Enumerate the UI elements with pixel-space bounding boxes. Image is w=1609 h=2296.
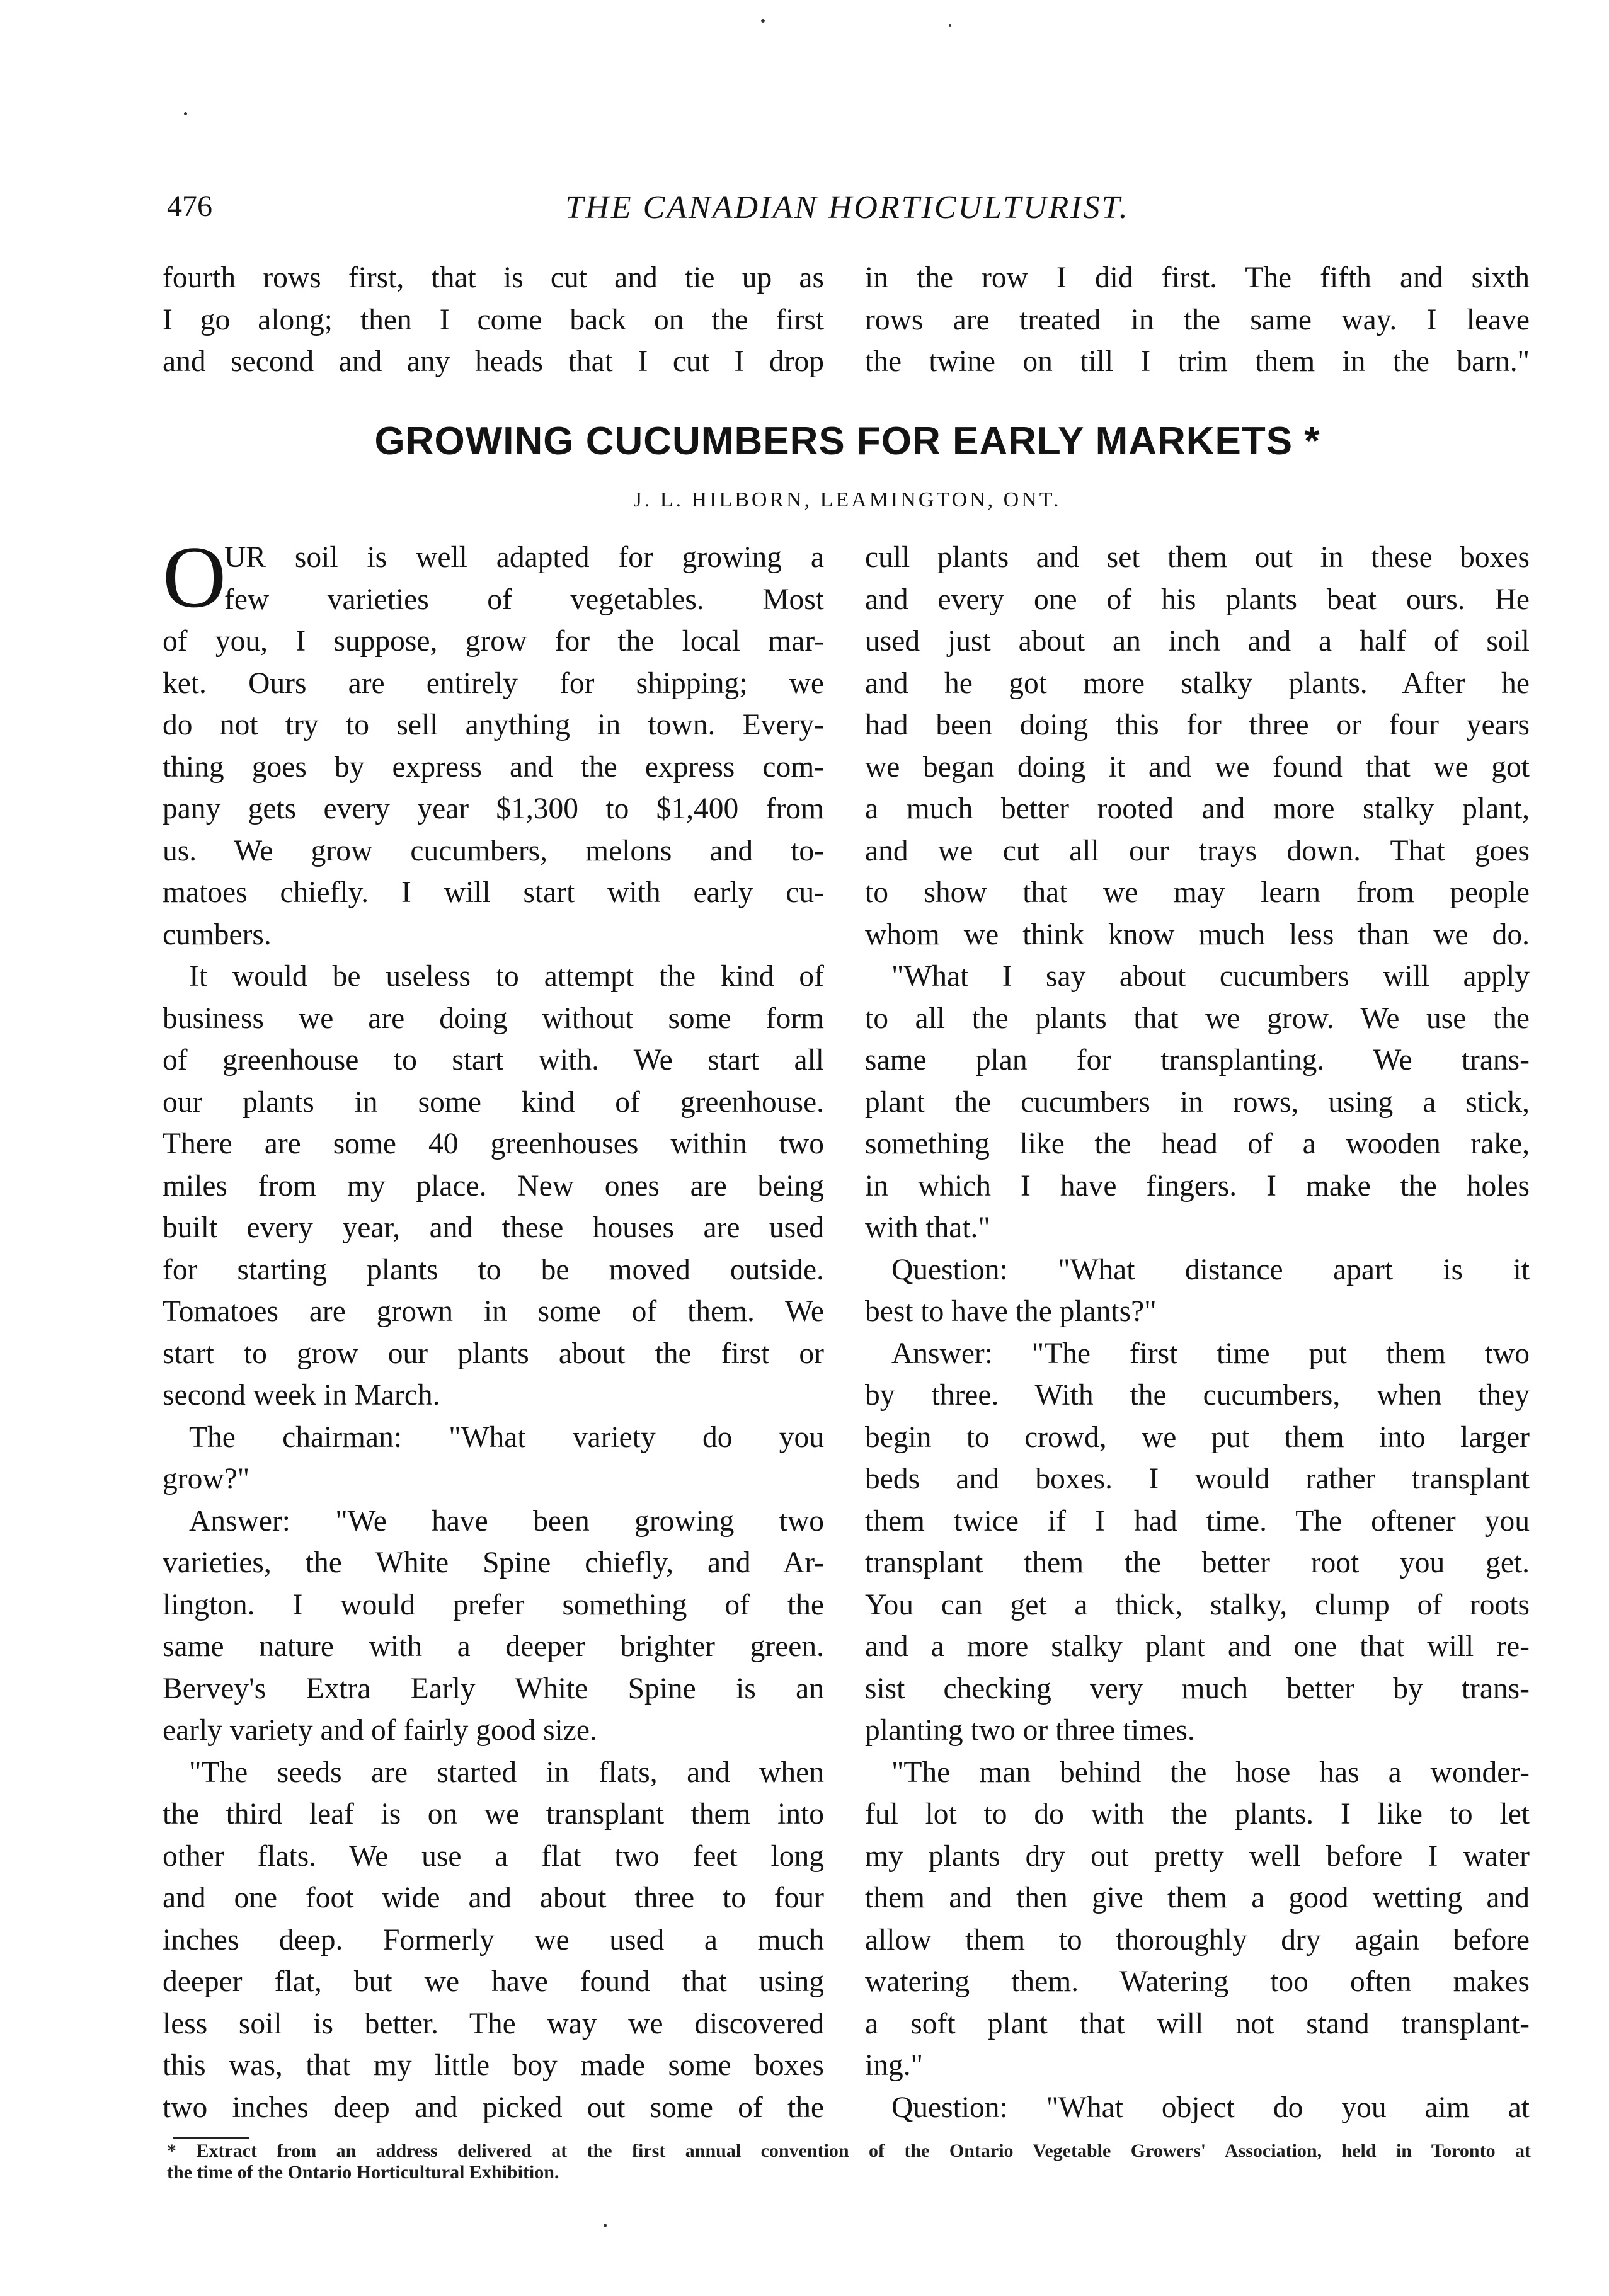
text-line: of you, I suppose, grow for the local mar-: [163, 625, 824, 658]
text-line: I go along; then I come back on the first: [163, 303, 824, 336]
drop-cap: O: [163, 528, 227, 626]
text-line: Answer: "We have been growing two: [189, 1504, 824, 1538]
text-line: the twine on till I trim them in the barn.": [865, 345, 1530, 378]
text-line: The chairman: "What variety do you: [189, 1420, 824, 1454]
text-line: inches deep. Formerly we used a much: [163, 1923, 824, 1956]
text-line: same plan for transplanting. We trans-: [865, 1044, 1530, 1077]
page-number: 476: [167, 190, 212, 223]
text-line: It would be useless to attempt the kind of: [189, 960, 824, 993]
text-line: and one foot wide and about three to four: [163, 1882, 824, 1914]
text-line: had been doing this for three or four years: [865, 709, 1530, 741]
text-line: pany gets every year $1,300 to $1,400 from: [163, 792, 824, 825]
text-line: There are some 40 greenhouses within two: [163, 1128, 824, 1160]
text-line: ing.": [865, 2049, 923, 2082]
continuation-left-column: [163, 257, 824, 383]
text-line: of greenhouse to start with. We start all: [163, 1044, 824, 1077]
text-line: "What I say about cucumbers will apply: [891, 960, 1530, 993]
text-line: cumbers.: [163, 918, 272, 951]
footnote-line: * Extract from an address delivered at the first annual convention of the Ontario Vegetable Growers' Association, held in Toronto at: [167, 2140, 1531, 2161]
text-line: Tomatoes are grown in some of them. We: [163, 1295, 824, 1328]
text-line: allow them to thoroughly dry again before: [865, 1923, 1530, 1956]
article-right-column: [865, 537, 1530, 2128]
print-speck: [184, 112, 187, 115]
print-speck: [604, 2224, 607, 2227]
text-line: whom we think know much less than we do.: [865, 918, 1530, 951]
text-line: in which I have fingers. I make the holes: [865, 1169, 1530, 1202]
text-line: used just about an inch and a half of soil: [865, 625, 1530, 658]
text-line: something like the head of a wooden rake,: [865, 1128, 1530, 1160]
text-line: second week in March.: [163, 1379, 440, 1412]
print-speck: [949, 24, 951, 27]
footnote-line: the time of the Ontario Horticultural Exhibition.: [167, 2162, 559, 2183]
text-line: for starting plants to be moved outside.: [163, 1253, 824, 1286]
text-line: the third leaf is on we transplant them into: [163, 1798, 824, 1831]
text-line: transplant them the better root you get.: [865, 1546, 1530, 1579]
text-line: to show that we may learn from people: [865, 876, 1530, 909]
text-line: same nature with a deeper brighter green.: [163, 1630, 824, 1663]
text-line: sist checking very much better by trans-: [865, 1672, 1530, 1705]
running-title: THE CANADIAN HORTICULTURIST.: [565, 190, 1130, 226]
text-line: with that.": [865, 1211, 990, 1244]
text-line: watering them. Watering too often makes: [865, 1965, 1530, 1998]
text-line: them and then give them a good wetting and: [865, 1882, 1530, 1914]
text-line: we began doing it and we found that we got: [865, 750, 1530, 784]
text-line: early variety and of fairly good size.: [163, 1714, 597, 1747]
text-line: deeper flat, but we have found that using: [163, 1965, 824, 1998]
text-line: You can get a thick, stalky, clump of roots: [865, 1588, 1530, 1621]
text-line: this was, that my little boy made some boxes: [163, 2049, 824, 2082]
text-line: Question: "What object do you aim at: [891, 2091, 1530, 2124]
text-line: and a more stalky plant and one that will re-: [865, 1630, 1530, 1663]
text-line: Bervey's Extra Early White Spine is an: [163, 1672, 824, 1705]
text-line: and second and any heads that I cut I drop: [163, 345, 824, 378]
footnote-rule: [173, 2137, 249, 2139]
text-line: Question: "What distance apart is it: [891, 1253, 1530, 1286]
text-line: built every year, and these houses are used: [163, 1211, 824, 1244]
article-title: GROWING CUCUMBERS FOR EARLY MARKETS *: [374, 420, 1320, 463]
text-line: cull plants and set them out in these boxes: [865, 541, 1530, 574]
text-line: two inches deep and picked out some of the: [163, 2091, 824, 2124]
text-line: do not try to sell anything in town. Every-: [163, 709, 824, 741]
text-line: rows are treated in the same way. I leave: [865, 303, 1530, 336]
text-line: business we are doing without some form: [163, 1002, 824, 1035]
text-line: ket. Ours are entirely for shipping; we: [163, 666, 824, 700]
text-line: fourth rows first, that is cut and tie up as: [163, 261, 824, 294]
page-header: [167, 189, 1528, 233]
text-line: and every one of his plants beat ours. He: [865, 583, 1530, 616]
text-line: lington. I would prefer something of the: [163, 1588, 824, 1621]
text-line: miles from my place. New ones are being: [163, 1169, 824, 1202]
text-line: them twice if I had time. The oftener you: [865, 1504, 1530, 1538]
text-line: plant the cucumbers in rows, using a stick,: [865, 1085, 1530, 1119]
text-line: and he got more stalky plants. After he: [865, 666, 1530, 700]
print-speck: [761, 19, 765, 23]
text-line: my plants dry out pretty well before I water: [865, 1839, 1530, 1873]
text-line: beds and boxes. I would rather transplant: [865, 1463, 1530, 1495]
text-line: in the row I did first. The fifth and sixth: [865, 261, 1530, 294]
text-line: our plants in some kind of greenhouse.: [163, 1085, 824, 1119]
text-line: matoes chiefly. I will start with early cu-: [163, 876, 824, 909]
text-line: less soil is better. The way we discovered: [163, 2007, 824, 2040]
text-line: "The seeds are started in flats, and when: [189, 1756, 824, 1789]
text-line: by three. With the cucumbers, when they: [865, 1379, 1530, 1412]
text-line: grow?": [163, 1463, 250, 1495]
text-line: to all the plants that we grow. We use the: [865, 1002, 1530, 1035]
footnote: [167, 2140, 1531, 2183]
continuation-right-column: [865, 257, 1530, 383]
text-line: ful lot to do with the plants. I like to let: [865, 1798, 1530, 1831]
text-line: varieties, the White Spine chiefly, and Ar-: [163, 1546, 824, 1579]
text-line: us. We grow cucumbers, melons and to-: [163, 834, 824, 867]
text-line: planting two or three times.: [865, 1714, 1195, 1747]
text-line: "The man behind the hose has a wonder-: [891, 1756, 1530, 1789]
text-line: a soft plant that will not stand transplant-: [865, 2007, 1530, 2040]
text-line: other flats. We use a flat two feet long: [163, 1839, 824, 1873]
text-line: UR soil is well adapted for growing a: [224, 541, 824, 574]
text-line: and we cut all our trays down. That goes: [865, 834, 1530, 867]
text-line: begin to crowd, we put them into larger: [865, 1420, 1530, 1454]
text-line: a much better rooted and more stalky plant,: [865, 792, 1530, 825]
article-byline: J. L. HILBORN, LEAMINGTON, ONT.: [633, 488, 1062, 511]
text-line: start to grow our plants about the first or: [163, 1337, 824, 1370]
text-line: thing goes by express and the express com-: [163, 750, 824, 784]
text-line: Answer: "The first time put them two: [891, 1337, 1530, 1370]
article-left-column: [163, 528, 824, 2128]
text-line: few varieties of vegetables. Most: [224, 583, 824, 616]
text-line: best to have the plants?": [865, 1295, 1157, 1328]
